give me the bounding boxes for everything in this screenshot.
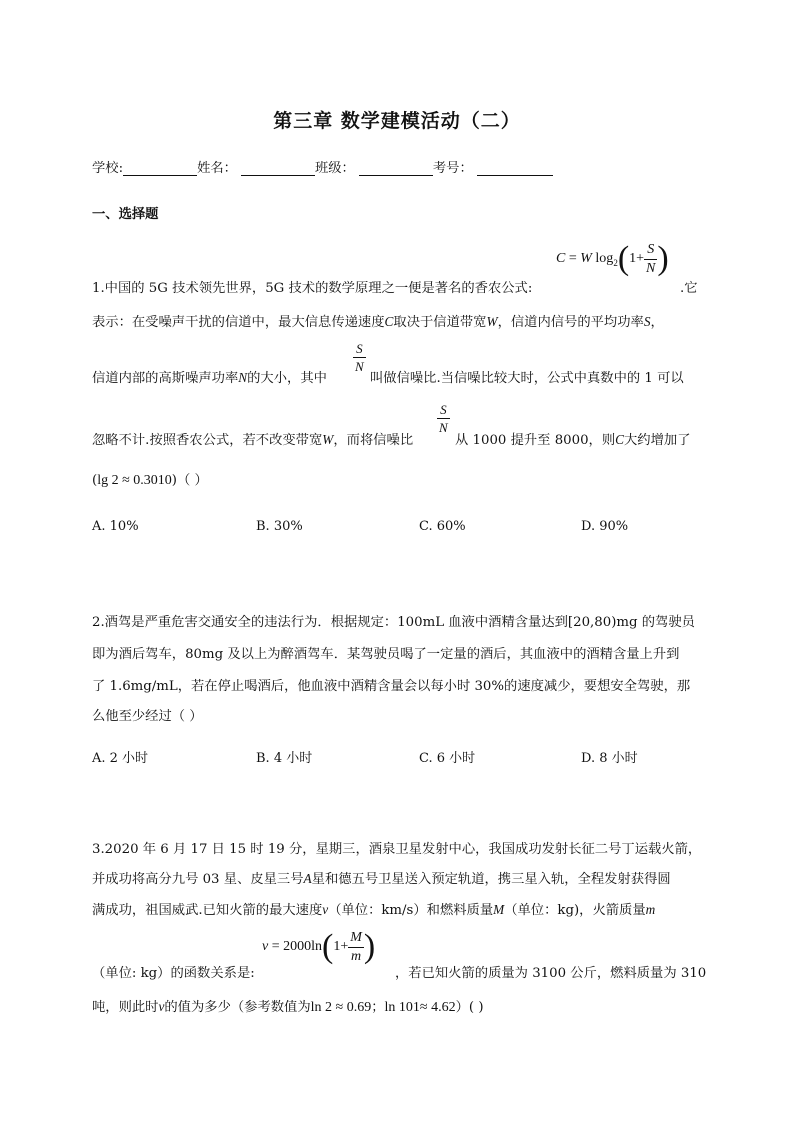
name-blank[interactable]: [241, 163, 315, 176]
q3-line-2: 并成功将高分九号 03 星、皮星三号A星和德五号卫星送入预定轨道，携三星入轨，全程发射获得圆: [92, 871, 671, 887]
q1-option-d[interactable]: D. 90%: [581, 519, 629, 534]
q2-line-2: 即为酒后驾车，80mg 及以上为醉酒驾车．某驾驶员喝了一定量的酒后，其血液中的酒精含量上升到: [92, 647, 680, 662]
q2-line-3: 了 1.6mg/mL，若在停止喝酒后，他血液中酒精含量会以每小时 30%的速度减少，要想安全驾驶，那: [92, 679, 691, 694]
snr-fraction-1: $\frac{S}{N}$: [355, 341, 364, 374]
q1-line-4: 忽略不计.按照香农公式，若不改变带宽W，而将信噪比: [92, 432, 414, 448]
q1-option-c[interactable]: C. 60%: [419, 519, 466, 534]
section-heading-choice: 一、选择题: [92, 207, 159, 222]
q2-line-4: 么他至少经过（ ）: [92, 709, 203, 724]
ref-value-ln2: ln 2 ≈ 0.69: [310, 1000, 372, 1015]
q3-line-4: （单位: kg）的函数关系是:: [92, 966, 255, 981]
student-info-line: [92, 157, 553, 176]
rocket-formula: v = 2000ln(1+ $\frac{M}{m}$ ): [262, 928, 376, 965]
q3-line-3: 满成功，祖国威武.已知火箭的最大速度v（单位：km/s）和燃料质量M（单位：kg)，火箭质量m: [92, 902, 656, 918]
q1-line-3: 信道内部的高斯噪声功率N的大小，其中: [92, 370, 327, 386]
class-label: 班级：: [314, 161, 355, 176]
q2-option-d[interactable]: D. 8 小时: [581, 751, 638, 766]
q3-line-5: 吨，则此时v的值为多少（参考数值为ln 2 ≈ 0.69；ln 101≈ 4.62）( ): [92, 999, 484, 1015]
page-title: 第三章 数学建模活动（二）: [273, 110, 521, 132]
q1-line-4-b: 从 1000 提升至 8000，则C大约增加了: [455, 432, 691, 448]
name-label: 姓名：: [197, 161, 237, 176]
snr-fraction-2: $\frac{S}{N}$: [439, 402, 448, 435]
q3-line-1: 3.2020 年 6 月 17 日 15 时 19 分，星期三，酒泉卫星发射中心，我国成功发射长征二号丁运载火箭，: [92, 842, 702, 857]
class-blank[interactable]: [359, 163, 433, 176]
q1-line-1-tail: .它: [680, 281, 698, 296]
lg2-value: lg 2 ≈ 0.3010: [97, 473, 172, 488]
q1-line-5: (lg 2 ≈ 0.3010)（ ）: [92, 473, 208, 488]
exam-number-blank[interactable]: [477, 163, 553, 176]
q1-option-b[interactable]: B. 30%: [256, 519, 303, 534]
q3-line-4-b: ，若已知火箭的质量为 3100 公斤，燃料质量为 310: [395, 966, 707, 981]
q1-line-2: 表示：在受噪声干扰的信道中，最大信息传递速度C取决于信道带宽W，信道内信号的平均功率S，: [92, 314, 664, 330]
q2-option-c[interactable]: C. 6 小时: [419, 751, 476, 766]
q1-line-3-b: 叫做信噪比.当信噪比较大时，公式中真数中的 1 可以: [370, 371, 684, 386]
q1-line-1: 1.中国的 5G 技术领先世界，5G 技术的数学原理之一便是著名的香农公式:: [92, 281, 533, 296]
shannon-formula: C = W $\log_2(1+$ $\frac{S}{N}$ ): [556, 240, 669, 277]
q2-option-b[interactable]: B. 4 小时: [256, 751, 313, 766]
school-blank[interactable]: [123, 163, 197, 176]
ref-value-ln101: ln 101≈ 4.62: [384, 1000, 456, 1015]
q2-option-a[interactable]: A. 2 小时: [92, 751, 149, 766]
q2-line-1: 2.酒驾是严重危害交通安全的违法行为．根据规定：100mL 血液中酒精含量达到[20,80)mg 的驾驶员: [92, 615, 695, 630]
school-label: 学校:: [92, 161, 124, 176]
exam-number-label: 考号：: [432, 161, 473, 176]
q1-option-a[interactable]: A. 10%: [92, 519, 139, 534]
